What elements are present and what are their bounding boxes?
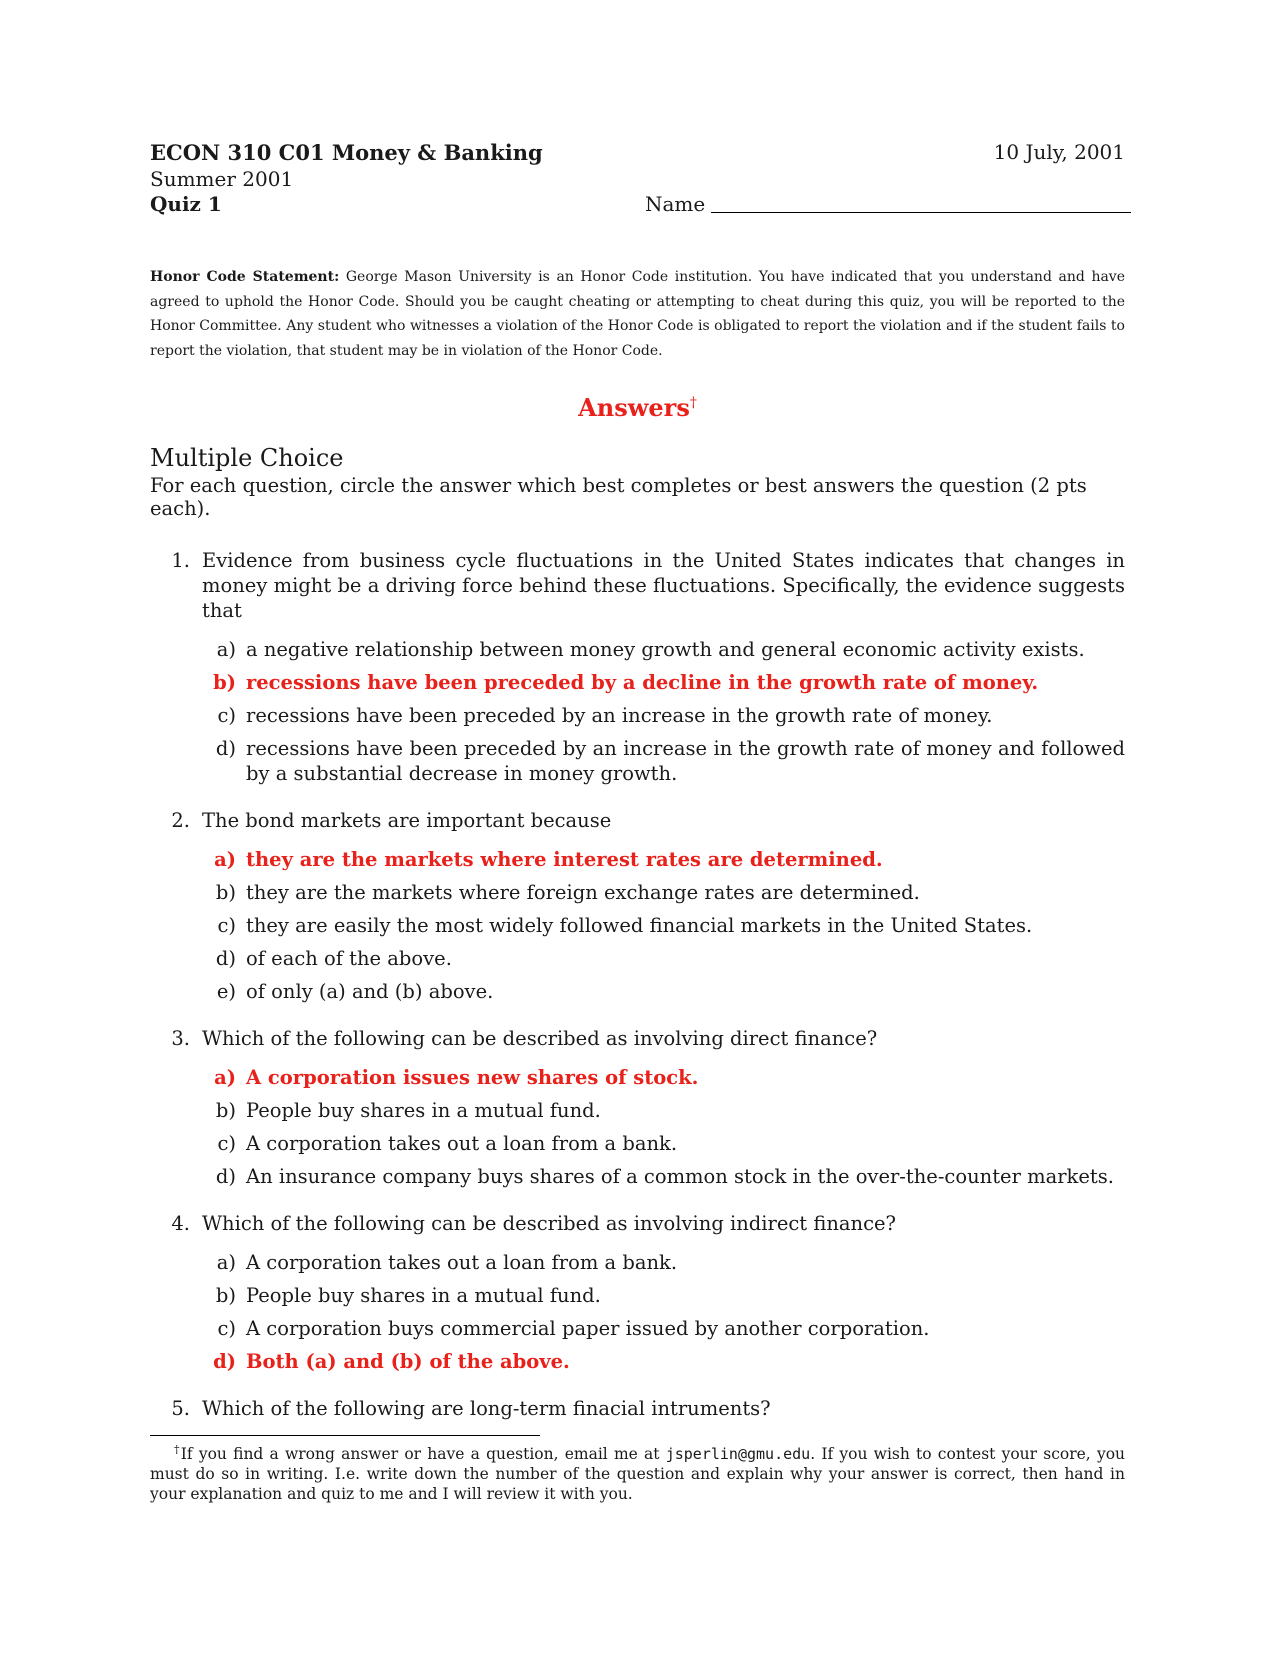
option-text: Both (a) and (b) of the above. xyxy=(246,1350,570,1373)
answers-title: Answers xyxy=(578,393,690,422)
question-body xyxy=(202,1026,1125,1197)
option-text: a negative relationship between money growth and general economic activity exists. xyxy=(246,638,1085,661)
question-list xyxy=(150,548,1125,1421)
answer-options xyxy=(202,1250,1125,1374)
option-label: a) xyxy=(214,848,236,871)
option-label: d) xyxy=(215,737,236,760)
option-label: b) xyxy=(215,1099,236,1122)
footnote-text-before: If you find a wrong answer or have a question, email me at xyxy=(180,1445,666,1464)
option-label: a) xyxy=(216,1251,236,1274)
answers-heading xyxy=(150,393,1125,422)
option-label: d) xyxy=(215,1165,236,1188)
section-instructions: For each question, circle the answer which best completes or best answers the question (2 pts each). xyxy=(150,474,1087,520)
option-text: recessions have been preceded by an increase in the growth rate of money. xyxy=(246,704,993,727)
answer-option xyxy=(202,703,1125,728)
option-text: of only (a) and (b) above. xyxy=(246,980,494,1003)
option-label: c) xyxy=(217,914,236,937)
footnote-rule xyxy=(150,1435,540,1436)
question-number: 2. xyxy=(171,809,190,832)
option-text: A corporation takes out a loan from a bank. xyxy=(246,1132,678,1155)
answer-options xyxy=(202,847,1125,1004)
question-4 xyxy=(150,1211,1125,1382)
question-number: 5. xyxy=(171,1397,190,1420)
question-text: Which of the following are long-term finacial intruments? xyxy=(202,1397,771,1420)
answer-option xyxy=(202,1098,1125,1123)
correct-answer-option xyxy=(202,847,1125,872)
section-title: Multiple Choice xyxy=(150,444,344,472)
option-label: c) xyxy=(217,1317,236,1340)
correct-answer-option xyxy=(202,670,1125,695)
question-number: 3. xyxy=(171,1027,190,1050)
quiz-date: 10 July, 2001 xyxy=(993,140,1125,164)
answer-option xyxy=(202,946,1125,971)
option-text: People buy shares in a mutual fund. xyxy=(246,1099,601,1122)
question-body xyxy=(202,548,1125,794)
question-body xyxy=(202,1396,1125,1421)
option-label: b) xyxy=(215,1284,236,1307)
option-label: c) xyxy=(217,704,236,727)
option-text: A corporation issues new shares of stock. xyxy=(246,1066,699,1089)
footnote-mark: † xyxy=(174,1443,181,1456)
answer-option xyxy=(202,880,1125,905)
quiz-title: Quiz 1 xyxy=(150,192,222,216)
answer-option xyxy=(202,1283,1125,1308)
question-2 xyxy=(150,808,1125,1012)
answer-option xyxy=(202,913,1125,938)
answers-footnote-mark: † xyxy=(689,395,697,411)
name-label: Name xyxy=(645,192,706,216)
name-line xyxy=(711,196,1131,213)
option-text: they are the markets where interest rates are determined. xyxy=(246,848,883,871)
question-3 xyxy=(150,1026,1125,1197)
term: Summer 2001 xyxy=(150,167,294,191)
footnote-email: jsperlin@gmu.edu xyxy=(665,1445,811,1464)
answer-option xyxy=(202,736,1125,786)
question-body xyxy=(202,808,1125,1012)
answer-option xyxy=(202,1164,1125,1189)
option-text: recessions have been preceded by an increase in the growth rate of money and followed by a substantial decrease in money growth. xyxy=(246,737,1125,785)
option-label: a) xyxy=(214,1066,236,1089)
option-text: recessions have been preceded by a decline in the growth rate of money. xyxy=(246,671,1039,694)
option-text: A corporation buys commercial paper issued by another corporation. xyxy=(246,1317,930,1340)
answer-option xyxy=(202,1250,1125,1275)
header xyxy=(150,140,1125,220)
honor-text: George Mason University is an Honor Code institution. You have indicated that you understand and have agreed to uphold the Honor Code. Should you be caught cheating or attempting to cheat during this quiz, you will be reported to the Honor Committee. Any student who witnesses a violation of the Honor Code is obligated to report the violation and if the student fails to report the violation, that student may be in violation of the Honor Code. xyxy=(150,269,1125,359)
answer-option xyxy=(202,1316,1125,1341)
answer-option xyxy=(202,1131,1125,1156)
question-number: 4. xyxy=(171,1212,190,1235)
quiz-page xyxy=(150,140,1125,1504)
option-label: d) xyxy=(215,947,236,970)
option-label: c) xyxy=(217,1132,236,1155)
correct-answer-option xyxy=(202,1349,1125,1374)
honor-code-statement xyxy=(150,265,1125,363)
correct-answer-option xyxy=(202,1065,1125,1090)
option-text: A corporation takes out a loan from a bank. xyxy=(246,1251,678,1274)
course-title: ECON 310 C01 Money & Banking xyxy=(150,140,543,165)
answer-options xyxy=(202,637,1125,786)
option-label: d) xyxy=(213,1350,236,1373)
footnote xyxy=(150,1440,1125,1504)
answer-options xyxy=(202,1065,1125,1189)
option-text: they are the markets where foreign exchange rates are determined. xyxy=(246,881,920,904)
question-text: Which of the following can be described as involving indirect finance? xyxy=(202,1212,896,1235)
question-text: Which of the following can be described as involving direct finance? xyxy=(202,1027,878,1050)
option-label: b) xyxy=(215,881,236,904)
footnote-text-after: . If you wish to contest your score, you must do so in writing. I.e. write down the number of the question and explain why your answer is correct, then hand in your explanation and quiz to me and I will review it with you. xyxy=(150,1445,1126,1504)
question-text: Evidence from business cycle fluctuations in the United States indicates that changes in money might be a driving force behind these fluctuations. Specifically, the evidence suggests that xyxy=(202,549,1125,622)
name-field xyxy=(645,192,1131,216)
answer-option xyxy=(202,979,1125,1004)
question-number: 1. xyxy=(171,549,190,572)
question-text: The bond markets are important because xyxy=(202,809,612,832)
question-1 xyxy=(150,548,1125,794)
option-text: of each of the above. xyxy=(246,947,452,970)
option-text: they are easily the most widely followed financial markets in the United States. xyxy=(246,914,1033,937)
question-body xyxy=(202,1211,1125,1382)
option-label: b) xyxy=(213,671,236,694)
answer-option xyxy=(202,637,1125,662)
option-text: People buy shares in a mutual fund. xyxy=(246,1284,601,1307)
option-text: An insurance company buys shares of a common stock in the over-the-counter markets. xyxy=(246,1165,1114,1188)
option-label: a) xyxy=(216,638,236,661)
honor-label: Honor Code Statement: xyxy=(150,269,340,285)
option-label: e) xyxy=(216,980,236,1003)
question-5 xyxy=(150,1396,1125,1421)
